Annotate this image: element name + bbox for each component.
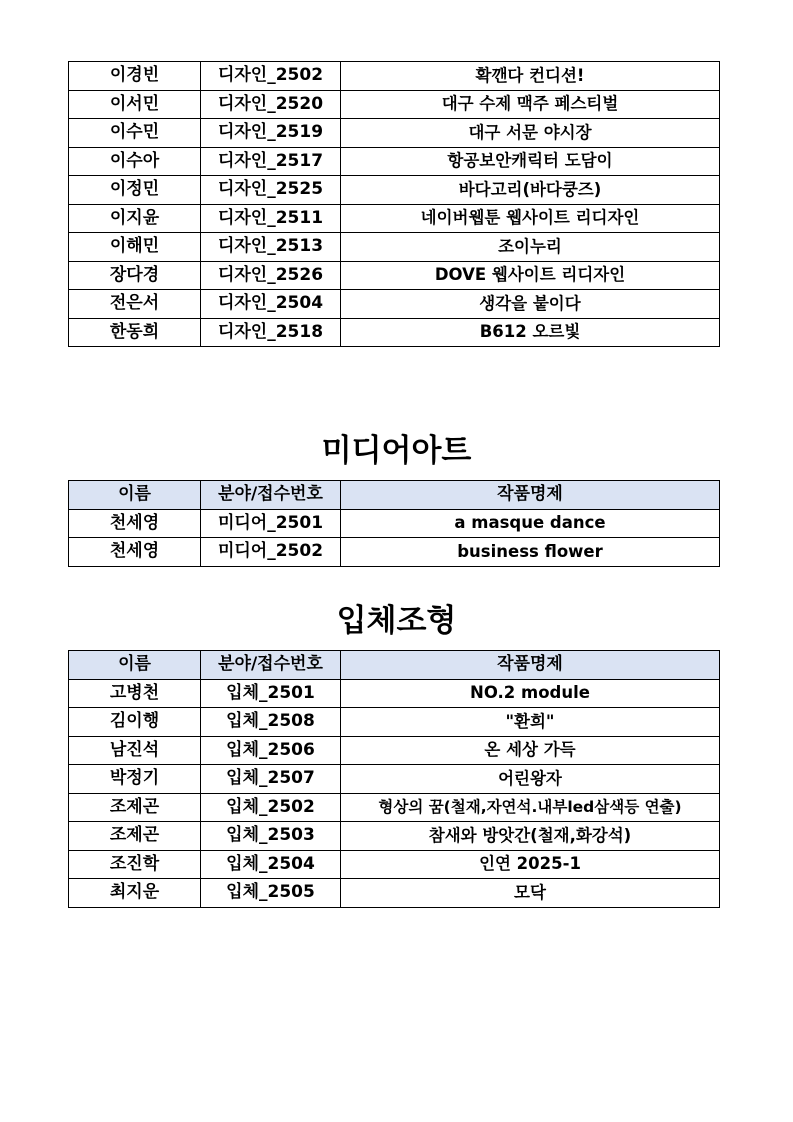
work-title-cell: business flower <box>341 538 720 567</box>
name-cell: 천세영 <box>69 509 201 538</box>
work-title-cell: 인연 2025-1 <box>341 850 720 879</box>
work-title-cell: DOVE 웹사이트 리디자인 <box>341 261 720 290</box>
work-title-cell: 조이누리 <box>341 233 720 262</box>
work-title-cell: 어린왕자 <box>341 765 720 794</box>
work-title-cell: 생각을 붙이다 <box>341 290 720 319</box>
name-cell: 이해민 <box>69 233 201 262</box>
id-cell: 디자인_2511 <box>201 204 341 233</box>
id-cell: 입체_2502 <box>201 793 341 822</box>
name-cell: 이정민 <box>69 176 201 205</box>
id-cell: 디자인_2520 <box>201 90 341 119</box>
id-cell: 디자인_2517 <box>201 147 341 176</box>
table-row <box>69 147 720 176</box>
name-cell: 조제곤 <box>69 793 201 822</box>
work-title-cell: 모닥 <box>341 879 720 908</box>
table-row <box>69 509 720 538</box>
column-header-name: 이름 <box>69 481 201 510</box>
work-title-cell: 네이버웹툰 웹사이트 리디자인 <box>341 204 720 233</box>
column-header-id: 분야/접수번호 <box>201 481 341 510</box>
id-cell: 입체_2503 <box>201 822 341 851</box>
name-cell: 최지운 <box>69 879 201 908</box>
name-cell: 남진석 <box>69 736 201 765</box>
table-row <box>69 290 720 319</box>
work-title-cell: 온 세상 가득 <box>341 736 720 765</box>
media-art-table <box>68 480 720 567</box>
table-row <box>69 261 720 290</box>
name-cell: 이서민 <box>69 90 201 119</box>
work-title-cell: 바다고리(바다쿵즈) <box>341 176 720 205</box>
table-row <box>69 119 720 148</box>
name-cell: 한동희 <box>69 318 201 347</box>
id-cell: 디자인_2504 <box>201 290 341 319</box>
work-title-cell: NO.2 module <box>341 679 720 708</box>
table-row <box>69 679 720 708</box>
table-row <box>69 62 720 91</box>
id-cell: 미디어_2501 <box>201 509 341 538</box>
work-title-cell: 대구 수제 맥주 페스티벌 <box>341 90 720 119</box>
table-row <box>69 204 720 233</box>
work-title-cell: a masque dance <box>341 509 720 538</box>
id-cell: 디자인_2513 <box>201 233 341 262</box>
id-cell: 입체_2501 <box>201 679 341 708</box>
section-title-sculpture: 입체조형 <box>336 603 457 639</box>
work-title-cell: B612 오르빛 <box>341 318 720 347</box>
work-title-cell: 대구 서문 야시장 <box>341 119 720 148</box>
table-header-row <box>69 481 720 510</box>
id-cell: 디자인_2518 <box>201 318 341 347</box>
name-cell: 이지윤 <box>69 204 201 233</box>
name-cell: 천세영 <box>69 538 201 567</box>
table-row <box>69 850 720 879</box>
name-cell: 김이행 <box>69 708 201 737</box>
table-row <box>69 176 720 205</box>
work-title-cell: "환희" <box>341 708 720 737</box>
table-row <box>69 233 720 262</box>
work-title-cell: 확깬다 컨디션! <box>341 62 720 91</box>
id-cell: 미디어_2502 <box>201 538 341 567</box>
name-cell: 이수민 <box>69 119 201 148</box>
table-row <box>69 736 720 765</box>
name-cell: 조진학 <box>69 850 201 879</box>
id-cell: 디자인_2526 <box>201 261 341 290</box>
work-title-cell: 형상의 꿈(철재,자연석.내부led삼색등 연출) <box>341 793 720 822</box>
work-title-cell: 참새와 방앗간(철재,화강석) <box>341 822 720 851</box>
name-cell: 전은서 <box>69 290 201 319</box>
table-row <box>69 822 720 851</box>
design-table <box>68 61 720 347</box>
id-cell: 입체_2508 <box>201 708 341 737</box>
section-title-media-art: 미디어아트 <box>321 433 472 469</box>
name-cell: 조제곤 <box>69 822 201 851</box>
name-cell: 이경빈 <box>69 62 201 91</box>
id-cell: 디자인_2502 <box>201 62 341 91</box>
table-header-row <box>69 651 720 680</box>
table-row <box>69 538 720 567</box>
table-row <box>69 90 720 119</box>
table-row <box>69 708 720 737</box>
table-row <box>69 793 720 822</box>
table-row <box>69 318 720 347</box>
sculpture-table <box>68 650 720 908</box>
design-table-body <box>69 62 720 347</box>
id-cell: 디자인_2519 <box>201 119 341 148</box>
work-title-cell: 항공보안캐릭터 도담이 <box>341 147 720 176</box>
id-cell: 입체_2507 <box>201 765 341 794</box>
table-row <box>69 765 720 794</box>
id-cell: 입체_2504 <box>201 850 341 879</box>
name-cell: 이수아 <box>69 147 201 176</box>
name-cell: 고병천 <box>69 679 201 708</box>
column-header-name: 이름 <box>69 651 201 680</box>
id-cell: 디자인_2525 <box>201 176 341 205</box>
id-cell: 입체_2506 <box>201 736 341 765</box>
name-cell: 장다경 <box>69 261 201 290</box>
name-cell: 박정기 <box>69 765 201 794</box>
id-cell: 입체_2505 <box>201 879 341 908</box>
table-row <box>69 879 720 908</box>
column-header-title: 작품명제 <box>341 481 720 510</box>
column-header-title: 작품명제 <box>341 651 720 680</box>
column-header-id: 분야/접수번호 <box>201 651 341 680</box>
